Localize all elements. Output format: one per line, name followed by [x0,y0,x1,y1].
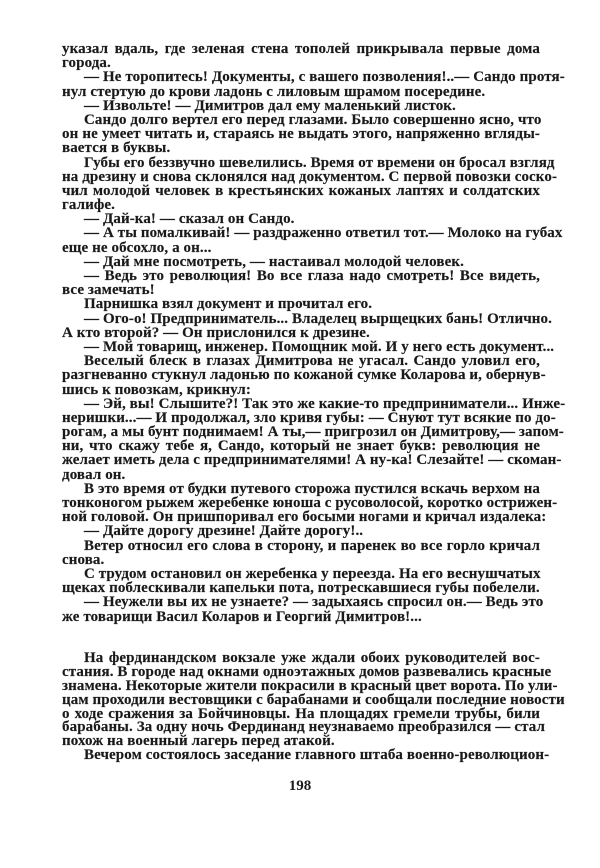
page-number: 198 [288,778,312,794]
text-line: — Дай мне посмотреть, — настаивал молодой человек. [84,253,464,270]
text-line: — Неужели вы их не узнаете? — задыхаясь спросил он.— Ведь это [84,594,544,611]
text-line: на дрезину и снова склонялся над документом. С первой повозки соско- [62,168,558,185]
text-line: галифе. [62,197,115,214]
text-line: города. [62,55,111,72]
text-line: неришки...— И продолжал, зло кривя губы: — Снуют тут всякие по до- [62,409,556,426]
text-section-1 [62,41,566,625]
text-line: шись к повозкам, крикнул: [62,381,251,398]
text-line: желает иметь дела с предпринимателями! А ну-ка! Слезайте! — скоман- [62,452,562,469]
text-line: — Не торопитесь! Документы, с вашего позволения!..— Сандо протя- [84,69,565,86]
text-line: вается в буквы. [62,140,171,157]
text-line: знамена. Некоторые жители покрасили в красный цвет ворота. По ули- [62,677,558,694]
text-line: снова. [62,551,105,568]
text-line: чил молодой человек в крестьянских кожаных лаптях и солдатских [62,182,540,199]
text-line: Сандо долго вертел его перед глазами. Было совершенно ясно, что [84,111,542,128]
text-line: довал он. [62,466,126,483]
text-line: — Дайте дорогу дрезине! Дайте дорогу!.. [84,523,364,540]
text-line: указал вдаль, где зеленая стена тополей прикрывала первые дома [62,41,540,57]
text-line: ной головой. Он пришпоривал его босыми ногами и кричал издалека: [62,509,547,526]
text-line: тонконогом рыжем жеребенке юноша с русоволосой, коротко острижен- [62,495,558,511]
text-line: Веселый блеск в глазах Димитрова не угасал. Сандо уловил его, [84,353,540,370]
text-line: — Ого-о! Предприниматель... Владелец вырщецких бань! Отлично. [84,310,552,327]
text-line: о ходе сражения за Бойчиновцы. На площадях гремели трубы, били [62,705,540,722]
text-line: — А ты помалкивай! — раздраженно ответил тот.— Молоко на губах [84,225,563,242]
text-line: стания. В городе над окнами одноэтажных домов развевались красные [62,663,552,680]
text-line: А кто второй? — Он прислонился к дрезине. [62,324,370,341]
text-line: разгневанно стукнул ладонью по кожаной сумке Коларова и, обернув- [62,367,546,384]
text-line: Губы его беззвучно шевелились. Время от времени он бросал взгляд [84,154,555,171]
text-line: рогам, а мы бунт поднимаем! А ты,— пригрозил он Димитрову,— запом- [62,424,564,441]
text-line: В это время от будки путевого сторожа пустился вскачь верхом на [84,480,540,497]
text-line: ни, что скажу тебе я, Сандо, который не знает букв: революция не [62,438,540,455]
text-line: цам проходили вестовщики с барабанами и сообщали последние новости [62,691,565,708]
text-line: — Ведь это революция! Во все глаза надо смотреть! Все видеть, [84,268,540,284]
text-section-2 [62,650,565,764]
text-line: — Мой товарищ, инженер. Помощник мой. И у него есть документ... [84,338,555,355]
text-line: — Эй, вы! Слышите?! Так это же какие-то предприниматели... Инже- [84,395,566,412]
text-line: нул стертую до крови ладонь с лиловым шрамом посередине. [62,83,486,100]
text-line: Ветер относил его слова в сторону, и паренек во все горло кричал [84,537,540,554]
text-line: Парнишка взял документ и прочитал его. [84,296,373,313]
text-line: Вечером состоялось заседание главного штаба военно-революцион- [84,747,550,764]
text-line: — Извольте! — Димитров дал ему маленький листок. [84,97,456,114]
text-line: С трудом остановил он жеребенка у переезда. На его веснушчатых [84,565,541,582]
text-line: барабаны. За одну ночь Фердинанд неузнаваемо преобразился — стал [62,719,545,736]
text-line: еще не обсохло, а он... [62,239,212,256]
text-line: — Дай-ка! — сказал он Сандо. [84,211,295,228]
text-line: щеках поблескивали капельки пота, потрескавшиеся губы побелели. [62,580,540,597]
text-line: похож на военный лагерь перед атакой. [62,733,335,750]
text-line: все замечать! [62,282,155,299]
text-line: На фердинандском вокзале уже ждали обоих руководителей вос- [84,650,540,666]
text-line: он не умеет читать и, стараясь не выдать этого, напряженно вгляды- [62,126,540,143]
text-line: же товарищи Васил Коларов и Георгий Димитров!... [62,608,422,625]
